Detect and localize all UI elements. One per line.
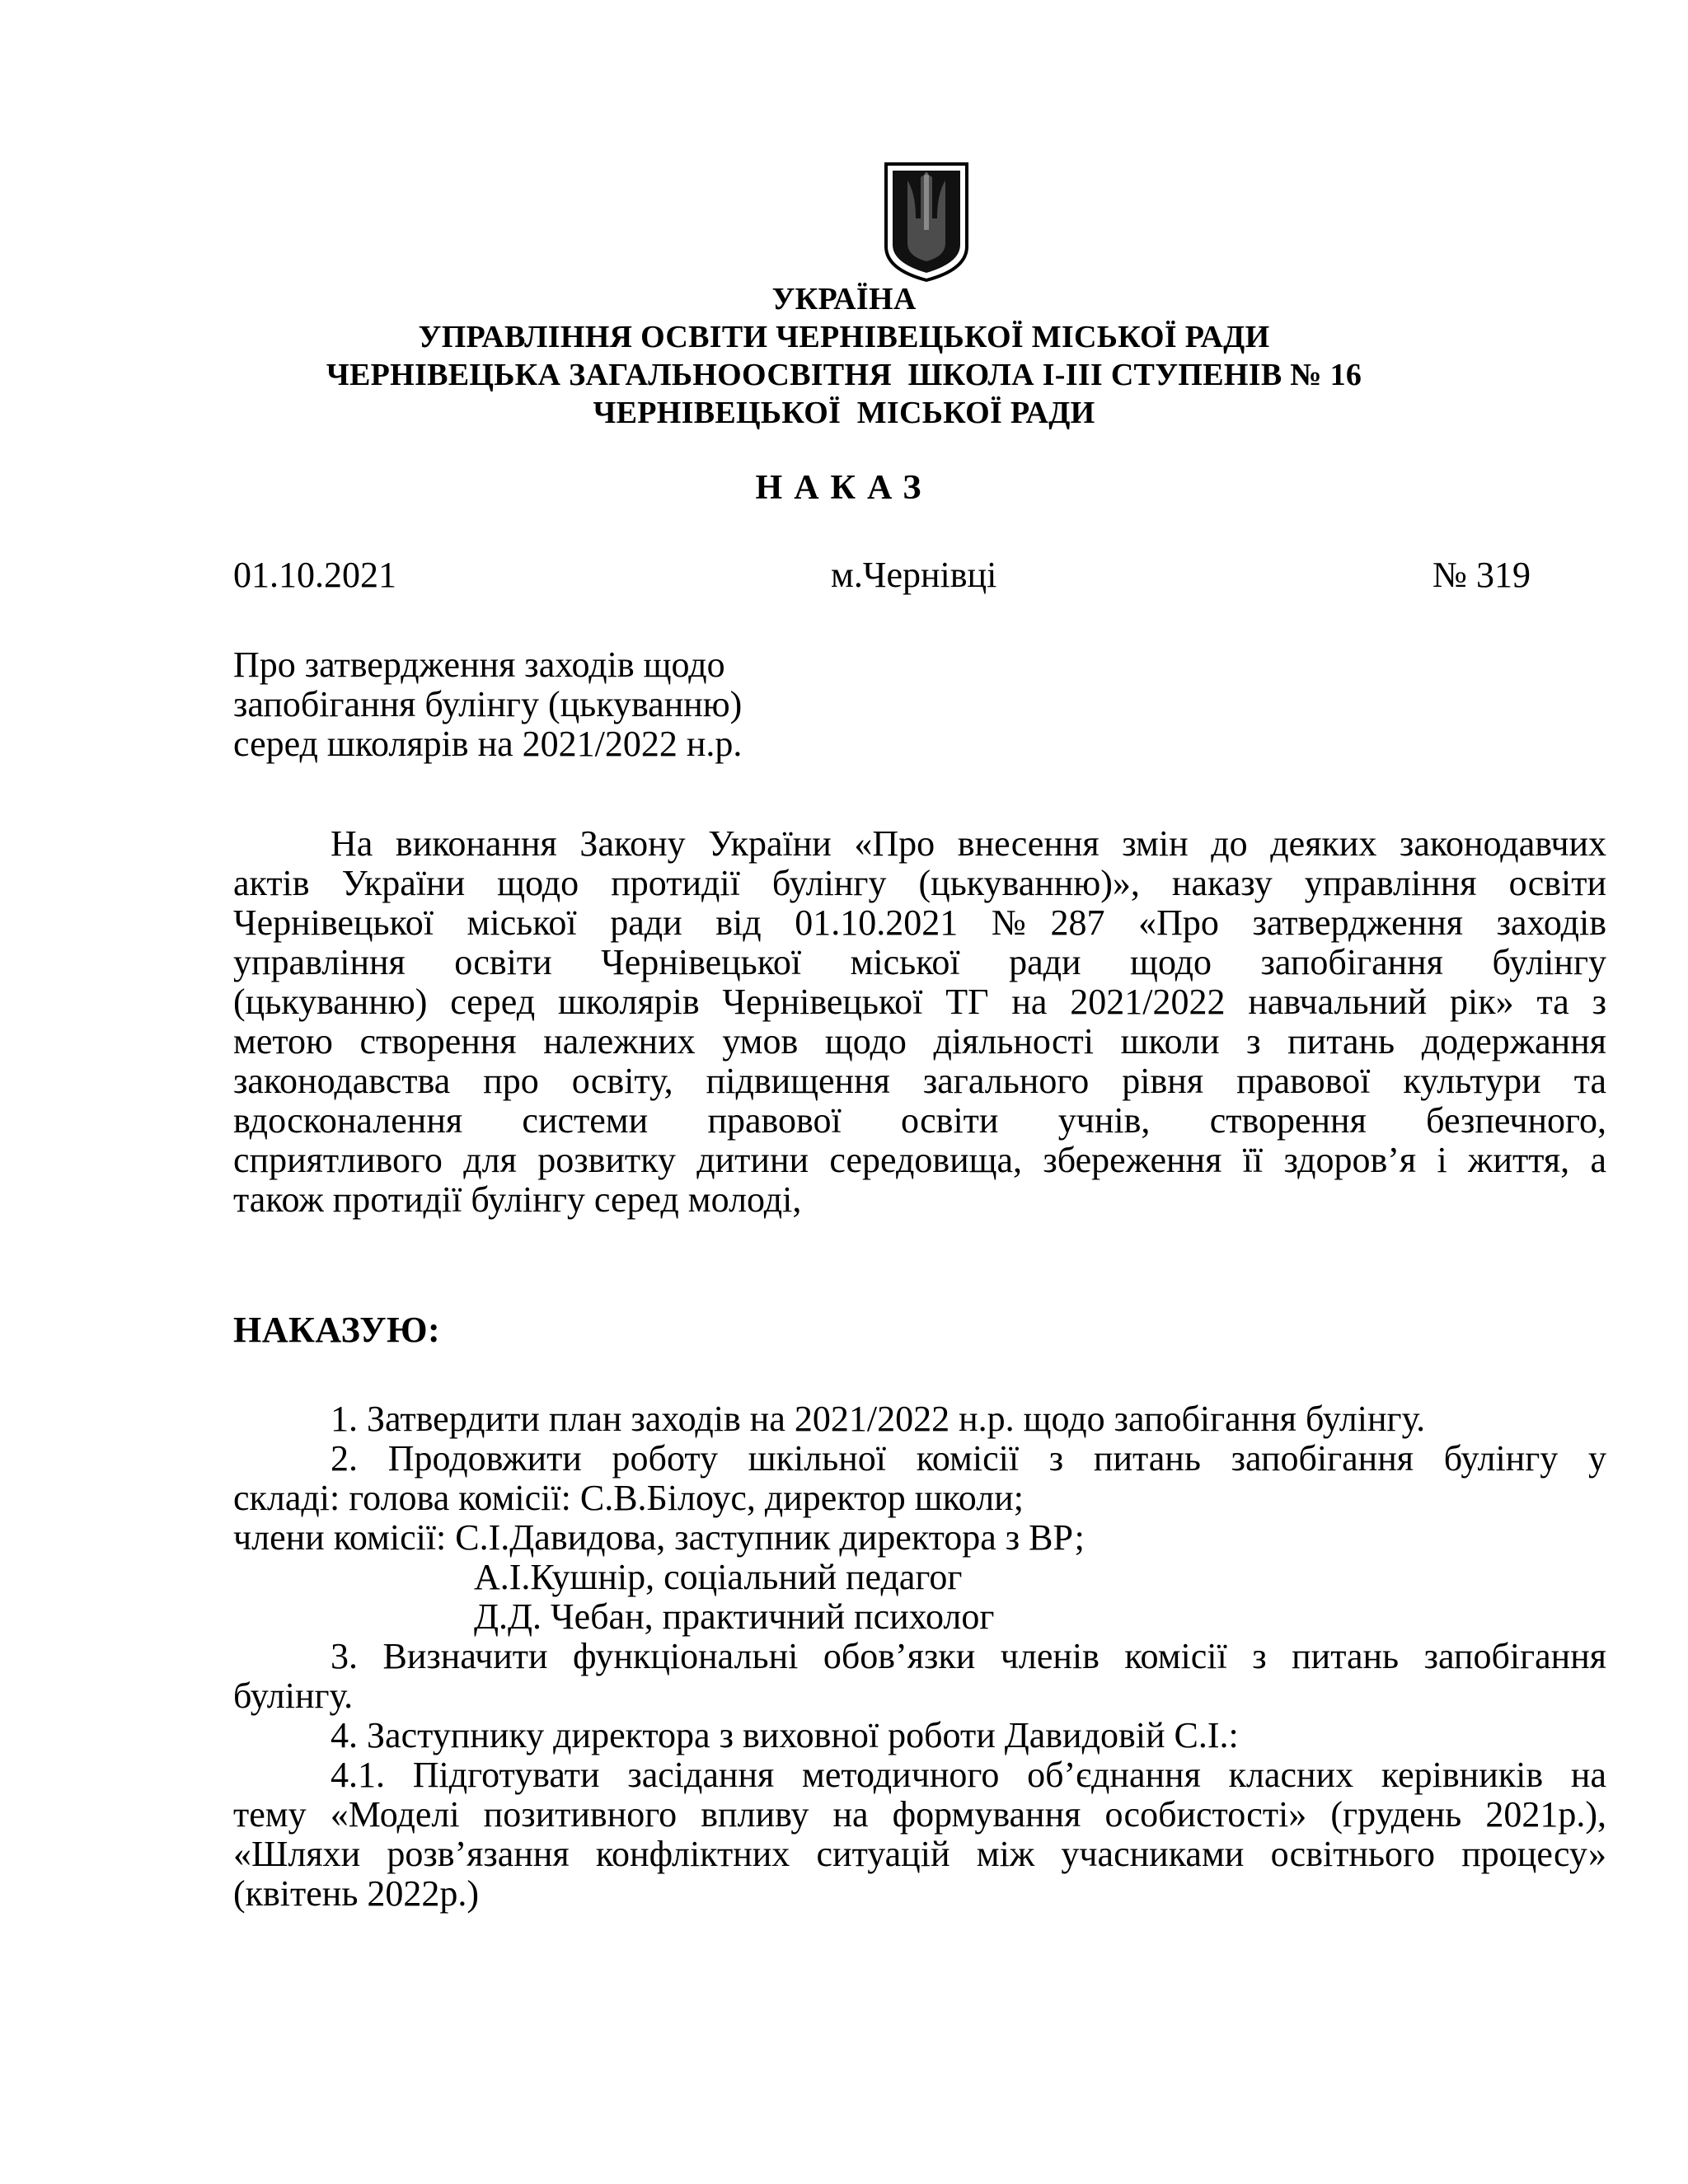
- order-item-4-1-line: «Шляхи розв’язання конфліктних ситуацій між учасниками освітнього процесу»: [233, 1834, 1606, 1874]
- preamble-line: метою створення належних умов щодо діяльності школи з питань додержання: [233, 1021, 1606, 1062]
- order-city: м.Чернівці: [831, 555, 997, 595]
- order-item-4: 4. Заступнику директора з виховної роботи Давидовій С.І.:: [331, 1715, 1239, 1755]
- subject-line: Про затвердження заходів щодо: [233, 644, 725, 685]
- order-item-2-member: Д.Д. Чебан, практичний психолог: [474, 1596, 995, 1637]
- preamble-line: також протидії булінгу серед молоді,: [233, 1179, 802, 1220]
- preamble-line: На виконання Закону України «Про внесення змін до деяких законодавчих: [331, 823, 1606, 864]
- order-item-3-line: булінгу.: [233, 1675, 354, 1716]
- order-item-4-1-line: (квітень 2022р.): [233, 1873, 480, 1914]
- order-item-2-line: члени комісії: С.І.Давидова, заступник директора з ВР;: [233, 1517, 1085, 1558]
- preamble-line: вдосконалення системи правової освіти учнів, створення безпечного,: [233, 1100, 1606, 1141]
- order-item-4-1-line: тему «Моделі позитивного впливу на формування особистості» (грудень 2021р.),: [233, 1794, 1606, 1835]
- order-item-1: 1. Затвердити план заходів на 2021/2022 н.р. щодо запобігання булінгу.: [331, 1399, 1426, 1439]
- order-item-2-member: А.І.Кушнір, соціальний педагог: [474, 1557, 963, 1597]
- letterhead-school: ЧЕРНІВЕЦЬКА ЗАГАЛЬНООСВІТНЯ ШКОЛА І-ІІІ СТУПЕНІВ № 16: [326, 358, 1362, 392]
- order-subject: [233, 645, 742, 764]
- order-number: № 319: [1432, 555, 1531, 595]
- trident-coat-of-arms-icon: [883, 161, 970, 283]
- order-item-3: 3. Визначити функціональні обов’язки членів комісії з питань запобігання: [331, 1636, 1606, 1676]
- letterhead-council: ЧЕРНІВЕЦЬКОЇ МІСЬКОЇ РАДИ: [593, 396, 1095, 430]
- preamble-line: управління освіти Чернівецької міської ради щодо запобігання булінгу: [233, 942, 1606, 982]
- subject-line: запобігання булінгу (цькуванню): [233, 684, 743, 724]
- order-meta-row: [233, 554, 1531, 603]
- letterhead-department: УПРАВЛІННЯ ОСВІТИ ЧЕРНІВЕЦЬКОЇ МІСЬКОЇ РАДИ: [418, 320, 1270, 354]
- preamble-paragraph: [233, 824, 1606, 1220]
- preamble-line: законодавства про освіту, підвищення загального рівня правової культури та: [233, 1061, 1606, 1101]
- preamble-line: (цькуванню) серед школярів Чернівецької ТГ на 2021/2022 навчальний рік» та з: [233, 982, 1606, 1022]
- order-date: 01.10.2021: [233, 555, 396, 595]
- letterhead-country: УКРАЇНА: [771, 282, 917, 316]
- order-items: [233, 1399, 1606, 1914]
- preamble-line: сприятливого для розвитку дитини середовища, збереження її здоров’я і життя, а: [233, 1140, 1606, 1180]
- subject-line: серед школярів на 2021/2022 н.р.: [233, 724, 743, 764]
- letterhead: [0, 280, 1688, 432]
- order-item-2: 2. Продовжити роботу шкільної комісії з питань запобігання булінгу у: [331, 1438, 1606, 1479]
- preamble-line: Чернівецької міської ради від 01.10.2021 №287 «Про затвердження заходів: [233, 902, 1606, 943]
- preamble-line: актів України щодо протидії булінгу (цькуванню)», наказу управління освіти: [233, 863, 1606, 903]
- order-item-2-line: складі: голова комісії: С.В.Білоус, директор школи;: [233, 1478, 1024, 1518]
- order-item-4-1: 4.1. Підготувати засідання методичного об’єднання класних керівників на: [331, 1755, 1606, 1795]
- order-directive-heading: НАКАЗУЮ:: [233, 1310, 441, 1350]
- order-title: НАКАЗ: [755, 469, 933, 507]
